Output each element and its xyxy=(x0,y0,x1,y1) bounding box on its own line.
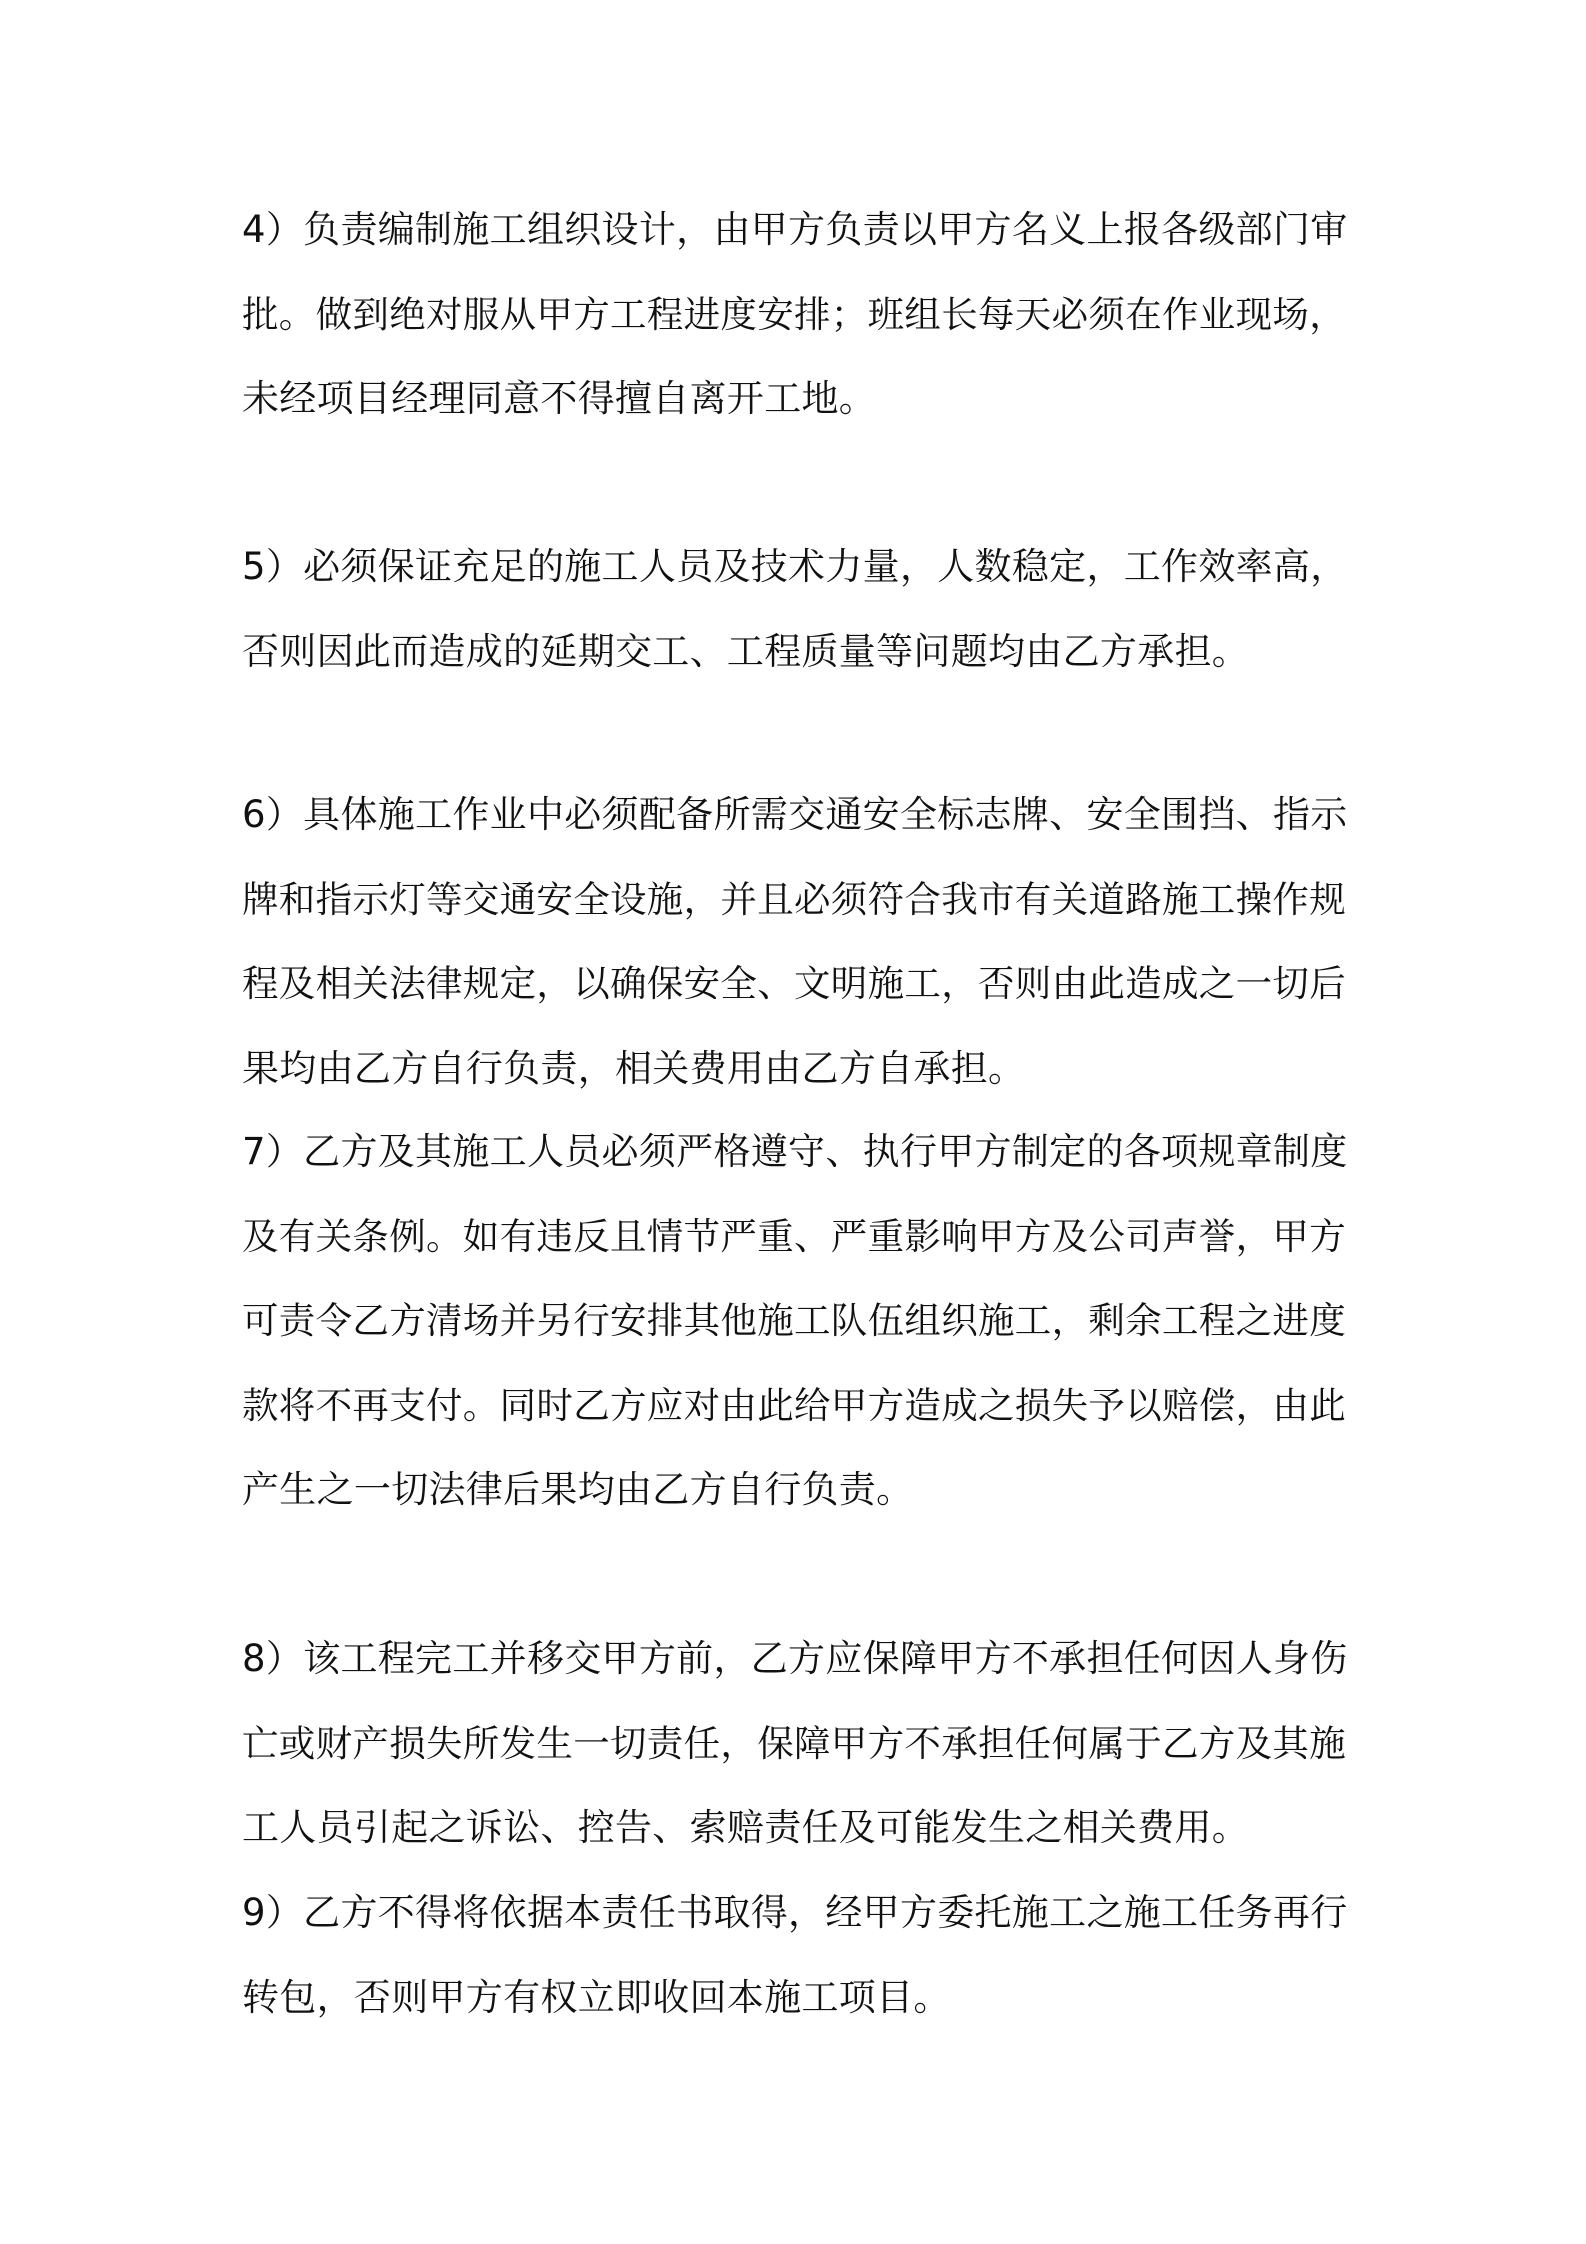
clause-7-line-4: 款将不再支付。同时乙方应对由此给甲方造成之损失予以赔偿，由此 xyxy=(242,1383,1346,1427)
clause-5-line-1: 5）必须保证充足的施工人员及技术力量，人数稳定，工作效率高， xyxy=(242,545,1348,588)
clause-4-line-2: 批。做到绝对服从甲方工程进度安排；班组长每天必须在作业现场， xyxy=(242,292,1346,336)
clause-6-line-4: 果均由乙方自行负责，相关费用由乙方自承担。 xyxy=(242,1046,1026,1090)
clause-9-line-1: 9）乙方不得将依据本责任书取得，经甲方委托施工之施工任务再行 xyxy=(242,1891,1348,1934)
clause-7-line-3: 可责令乙方清场并另行安排其他施工队伍组织施工，剩余工程之进度 xyxy=(242,1299,1346,1342)
clause-8-line-1: 8）该工程完工并移交甲方前，乙方应保障甲方不承担任何因人身伤 xyxy=(242,1637,1348,1680)
clause-9-line-2: 转包，否则甲方有权立即收回本施工项目。 xyxy=(242,1975,951,2019)
clause-6-line-3: 程及相关法律规定，以确保安全、文明施工，否则由此造成之一切后 xyxy=(242,962,1346,1005)
clause-7-paragraph xyxy=(242,1110,1360,1533)
clause-8-line-2: 亡或财产损失所发生一切责任，保障甲方不承担任何属于乙方及其施 xyxy=(242,1721,1346,1765)
clause-7-line-1: 7）乙方及其施工人员必须严格遵守、执行甲方制定的各项规章制度 xyxy=(242,1130,1348,1173)
clause-9-paragraph xyxy=(242,1871,1360,2040)
clause-8-line-3: 工人员引起之诉讼、控告、索赔责任及可能发生之相关费用。 xyxy=(242,1806,1250,1849)
clause-4-line-3: 未经项目经理同意不得擅自离开工地。 xyxy=(242,377,877,420)
clause-6-paragraph xyxy=(242,773,1360,1111)
clause-8-paragraph xyxy=(242,1617,1360,1871)
clause-6-line-1: 6）具体施工作业中必须配备所需交通安全标志牌、安全围挡、指示 xyxy=(242,793,1348,836)
clause-4-line-1: 4）负责编制施工组织设计，由甲方负责以甲方名义上报各级部门审 xyxy=(242,208,1348,251)
clause-5-line-2: 否则因此而造成的延期交工、工程质量等问题均由乙方承担。 xyxy=(242,629,1250,673)
clause-4-paragraph xyxy=(242,188,1360,442)
clause-6-line-2: 牌和指示灯等交通安全设施，并且必须符合我市有关道路施工操作规 xyxy=(242,877,1346,921)
clause-7-line-5: 产生之一切法律后果均由乙方自行负责。 xyxy=(242,1468,914,1511)
clause-5-paragraph xyxy=(242,525,1360,694)
clause-7-line-2: 及有关条例。如有违反且情节严重、严重影响甲方及公司声誉，甲方 xyxy=(242,1214,1346,1258)
